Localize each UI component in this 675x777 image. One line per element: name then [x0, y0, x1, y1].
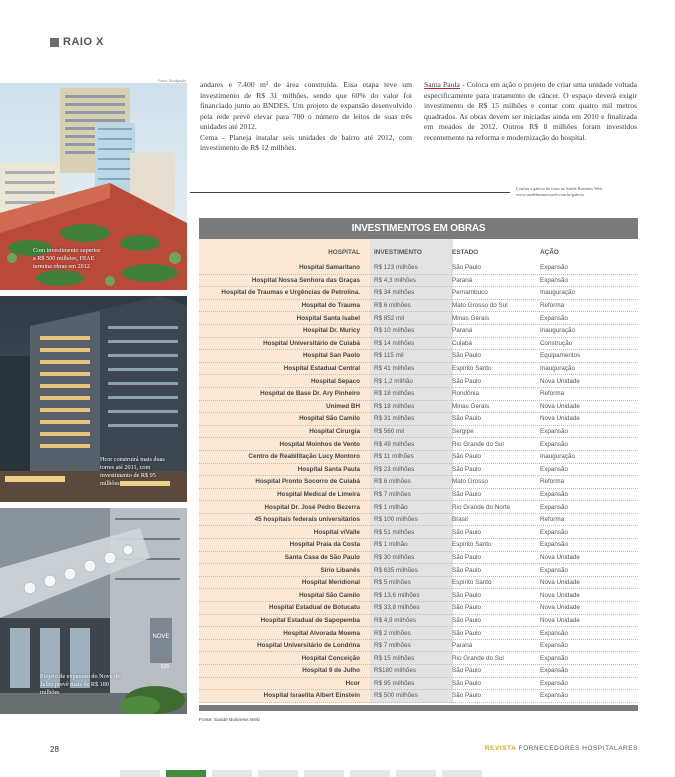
cell-hospital: Hospital San Paolo — [302, 352, 360, 360]
table-row — [199, 690, 638, 703]
cell-hospital: Hospital Conceição — [301, 654, 360, 662]
square-icon — [50, 38, 59, 47]
table-footer-bar — [199, 705, 638, 711]
cell-acao: Expansão — [540, 264, 569, 272]
cell-estado: São Paulo — [452, 490, 482, 498]
cell-hospital: Hospital Dr. Muricy — [302, 327, 360, 335]
cell-hospital: Hospital Nossa Senhora das Graças — [251, 276, 360, 284]
cell-acao: Expansão — [540, 490, 569, 498]
table-row — [199, 615, 638, 628]
cell-estado: São Paulo — [452, 465, 482, 473]
cell-investimento: R$ 4,9 milhões — [374, 616, 416, 624]
cell-investimento: R$ 115 mil — [374, 352, 404, 360]
cell-investimento: R$ 2 milhões — [374, 629, 411, 637]
ad-thumb — [304, 770, 344, 777]
ad-thumb — [212, 770, 252, 777]
cell-estado: São Paulo — [452, 352, 482, 360]
cell-investimento: R$ 13,6 milhões — [374, 591, 420, 599]
cell-hospital: Hospital de Traumas e Urgências de Petrolina. — [221, 289, 360, 297]
cell-estado: Paraná — [452, 276, 473, 284]
cell-hospital: Hospital Universitário de Cuiabá — [263, 339, 360, 347]
cell-estado: Pernambuco — [452, 289, 488, 297]
table-body — [199, 239, 638, 703]
cell-hospital: Hospital Santa Paula — [297, 465, 360, 473]
web-gallery-note: Confira a galeria de fotos no Saúde Business Web: www.saudebusinessweb.com.br/galeria — [516, 186, 603, 197]
cell-hospital: 45 hospitais federais universitários — [254, 516, 360, 524]
cell-investimento: R$ 31 milhões — [374, 415, 415, 423]
table-row — [199, 489, 638, 502]
cell-estado: Rondônia — [452, 390, 479, 398]
table-row — [199, 401, 638, 414]
cell-investimento: R$ 30 milhões — [374, 553, 415, 561]
table-row — [199, 451, 638, 464]
table-row — [199, 325, 638, 338]
divider-line — [190, 192, 510, 193]
cell-acao: Expansão — [540, 692, 569, 700]
cell-hospital: Centro de Reabilitação Lucy Montoro — [248, 453, 360, 461]
table-row — [199, 262, 638, 275]
cell-estado: São Paulo — [452, 566, 482, 574]
cell-estado: São Paulo — [452, 692, 482, 700]
cell-investimento: R$ 100 milhões — [374, 516, 418, 524]
cell-investimento: R$ 49 milhões — [374, 440, 415, 448]
cell-estado: Paraná — [452, 642, 473, 650]
cell-acao: Reforma — [540, 516, 565, 524]
cell-acao: Nova Unidade — [540, 604, 580, 612]
table-row — [199, 539, 638, 552]
cell-hospital: Hospital Israelita Albert Einstein — [263, 692, 360, 700]
table-row — [199, 552, 638, 565]
cell-acao: Inauguração — [540, 289, 576, 297]
cell-estado: Mato Grosso — [452, 478, 489, 486]
cell-investimento: R$ 500 milhões — [374, 692, 418, 700]
header-estado: ESTADO — [452, 248, 479, 256]
article-paragraph: andares e 7.400 m² de área construída. Essa etapa teve um investimento de R$ 31 milhões, sendo que 60% do valor foi financiado junto ao BNDES. Um projeto de expansão desenvolvido pela rede prevê elevar para 700 o número de leitos de suas três unidades até 2012. — [200, 80, 412, 131]
table-rows — [199, 262, 638, 703]
cell-acao: Construção — [540, 339, 573, 347]
cell-acao: Nova Unidade — [540, 591, 580, 599]
table-row — [199, 426, 638, 439]
cell-hospital: Hospital 9 de Julho — [302, 667, 360, 675]
cell-hospital: Hospital Universitário de Londrina — [257, 642, 360, 650]
cell-estado: São Paulo — [452, 629, 482, 637]
cell-estado: São Paulo — [452, 264, 482, 272]
cell-acao: Expansão — [540, 629, 569, 637]
cell-acao: Nova Unidade — [540, 616, 580, 624]
cell-investimento: R$ 10 milhões — [374, 327, 415, 335]
cell-estado: Espírito Santo — [452, 541, 492, 549]
cell-acao: Expansão — [540, 314, 569, 322]
cell-investimento: R$ 34 milhões — [374, 289, 415, 297]
cell-hospital: Hospital São Camilo — [299, 591, 360, 599]
cell-estado: Espírito Santo — [452, 365, 492, 373]
cell-estado: São Paulo — [452, 453, 482, 461]
cell-acao: Nova Unidade — [540, 402, 580, 410]
table-row — [199, 438, 638, 451]
cell-estado: São Paulo — [452, 667, 482, 675]
header-investimento: INVESTIMENTO — [374, 248, 422, 256]
cell-investimento: R$ 1 milhão — [374, 541, 408, 549]
cell-investimento: R$ 635 milhões — [374, 566, 418, 574]
cell-investimento: R$ 7 milhões — [374, 642, 411, 650]
cell-acao: Expansão — [540, 566, 569, 574]
table-row — [199, 602, 638, 615]
cell-hospital: Santa Casa de São Paulo — [284, 553, 360, 561]
table-row — [199, 640, 638, 653]
table-row — [199, 564, 638, 577]
table-row — [199, 338, 638, 351]
article-column-1 — [200, 80, 412, 154]
cell-estado: São Paulo — [452, 553, 482, 561]
cell-hospital: Sírio Libanês — [320, 566, 360, 574]
cell-acao: Inauguração — [540, 453, 576, 461]
cell-estado: São Paulo — [452, 528, 482, 536]
ad-thumb — [396, 770, 436, 777]
cell-estado: Rio Grande do Sul — [452, 440, 504, 448]
table-row — [199, 665, 638, 678]
cell-acao: Reforma — [540, 302, 565, 310]
magazine-name: REVISTA — [484, 745, 517, 752]
cell-acao: Expansão — [540, 276, 569, 284]
table-row — [199, 514, 638, 527]
cell-investimento: R$ 15 milhões — [374, 654, 415, 662]
cell-estado: Brasil — [452, 516, 468, 524]
photo-caption: Projeto de expansão do Nove de Julho prevê mais de R$ 180 milhões — [40, 673, 120, 697]
cell-investimento: R$ 5 milhões — [374, 579, 411, 587]
table-row — [199, 464, 638, 477]
cell-estado: São Paulo — [452, 604, 482, 612]
cell-acao: Reforma — [540, 390, 565, 398]
photo-caption: Com investimento superior a R$ 500 milhões, HIAE termina obras em 2012 — [33, 247, 101, 271]
cell-investimento: R$ 41 milhões — [374, 365, 415, 373]
cell-estado: Rio Grande do Norte — [452, 503, 511, 511]
cell-estado: Paraná — [452, 327, 473, 335]
table-row — [199, 375, 638, 388]
article-paragraph: Cema - Planeja instalar seis unidades de bairro até 2012, com investimento de R$ 12 milhões. — [200, 132, 412, 152]
cell-investimento: R$ 11 milhões — [374, 453, 414, 461]
santa-paula-lead: Santa Paula — [424, 80, 460, 89]
cell-investimento: R$ 18 milhões — [374, 402, 415, 410]
header-acao: AÇÃO — [540, 248, 559, 256]
cell-hospital: Hospital Medical de Limeira — [277, 490, 360, 498]
cell-hospital: Hospital Samaritano — [299, 264, 360, 272]
cell-investimento: R$ 95 milhões — [374, 679, 415, 687]
cell-investimento: R$ 4,3 milhões — [374, 276, 416, 284]
cell-investimento: R$ 1,2 milhão — [374, 377, 413, 385]
cell-acao: Expansão — [540, 667, 569, 675]
ad-thumb — [350, 770, 390, 777]
section-label: RAIO X — [63, 36, 104, 48]
cell-estado: São Paulo — [452, 616, 482, 624]
cell-hospital: Unimed BH — [326, 402, 360, 410]
cell-investimento: R$180 milhões — [374, 667, 417, 675]
cell-acao: Inauguração — [540, 327, 576, 335]
cell-acao: Expansão — [540, 440, 569, 448]
cell-hospital: Hospital Meridional — [301, 579, 360, 587]
table-row — [199, 589, 638, 602]
cell-acao: Nova Unidade — [540, 553, 580, 561]
table-row — [199, 363, 638, 376]
cell-investimento: R$ 6 milhões — [374, 478, 411, 486]
cell-investimento: R$ 23 milhões — [374, 465, 415, 473]
cell-hospital: Hospital Estadual Central — [283, 365, 360, 373]
cell-investimento: R$ 6 milhões — [374, 302, 411, 310]
table-row — [199, 652, 638, 665]
cell-acao: Expansão — [540, 528, 569, 536]
cell-investimento: R$ 14 milhões — [374, 339, 415, 347]
cell-investimento: R$ 852 mil — [374, 314, 405, 322]
cell-acao: Expansão — [540, 654, 569, 662]
cell-hospital: Hospital Pronto Socorro de Cuiabá — [255, 478, 360, 486]
cell-hospital: Hospital viValle — [313, 528, 360, 536]
cell-investimento: R$ 123 milhões — [374, 264, 418, 272]
cell-estado: São Paulo — [452, 377, 482, 385]
cell-estado: São Paulo — [452, 679, 482, 687]
cell-hospital: Hospital Santa Isabel — [296, 314, 360, 322]
cell-estado: Minas Gerais — [452, 314, 490, 322]
cell-estado: Cuiabá — [452, 339, 472, 347]
table-row — [199, 413, 638, 426]
cell-investimento: R$ 51 milhões — [374, 528, 415, 536]
table-row — [199, 312, 638, 325]
cell-investimento: R$ 33,8 milhões — [374, 604, 420, 612]
cell-hospital: Hospital São Camilo — [299, 415, 360, 423]
article-paragraph — [424, 80, 637, 143]
cell-hospital: Hospital Estadual de Botucatu — [269, 604, 360, 612]
table-row — [199, 501, 638, 514]
cell-estado: Espírito Santo — [452, 579, 492, 587]
cell-hospital: Hospital Estadual de Sapopemba — [260, 616, 360, 624]
santa-paula-text: - Coloca em ação o projeto de criar uma unidade voltada especificamente para tratamento de câncer. O espaço deverá exigir investimento de R$ 15 milhões e contar com quatro mil metros quadrados. As obras devem ser iniciadas ainda em 2010 e finalizada em meados de 2012. Outros R$ 8 milhões foram investidos recentemente na reforma e modernização do hospital. — [424, 80, 638, 142]
building-sign-text: NOVE — [152, 634, 170, 640]
cell-hospital: Hospital do Trauma — [301, 302, 360, 310]
cell-investimento: R$ 1 milhão — [374, 503, 408, 511]
page-number: 28 — [50, 745, 59, 754]
table-row — [199, 300, 638, 313]
cell-acao: Expansão — [540, 541, 569, 549]
cell-acao: Equipamentos — [540, 352, 581, 360]
building-number-text: 625 — [160, 664, 170, 670]
photo-hospital-rendering — [0, 83, 187, 290]
ad-thumb — [442, 770, 482, 777]
cell-investimento: R$ 7 milhões — [374, 490, 411, 498]
photo-caption: Hcor construirá mais duas torres até 2011, com investimento de R$ 95 milhões — [100, 456, 165, 488]
table-row — [199, 526, 638, 539]
cell-estado: Mato Grosso do Sul — [452, 302, 508, 310]
table-row — [199, 287, 638, 300]
photo-credit: Fotos: Divulgação — [158, 79, 187, 83]
section-header — [50, 36, 104, 48]
cell-hospital: Hospital de Base Dr. Ary Pinheiro — [260, 390, 360, 398]
cell-acao: Nova Unidade — [540, 415, 580, 423]
table-row — [199, 678, 638, 691]
cell-acao: Expansão — [540, 465, 569, 473]
cell-estado: São Paulo — [452, 415, 482, 423]
cell-acao: Expansão — [540, 642, 569, 650]
cell-acao: Reforma — [540, 478, 565, 486]
cell-acao: Nova Unidade — [540, 579, 580, 587]
cell-acao: Expansão — [540, 428, 569, 436]
photo-hcor-building — [0, 296, 187, 502]
table-row — [199, 476, 638, 489]
table-header-row — [199, 242, 638, 262]
cell-estado: Sergipe — [452, 428, 474, 436]
cell-hospital: Hospital Moinhos de Vento — [279, 440, 360, 448]
magazine-footer — [485, 745, 638, 752]
header-hospital: HOSPITAL — [328, 248, 360, 256]
table-row — [199, 388, 638, 401]
ad-thumb — [258, 770, 298, 777]
cell-estado: Minas Gerais — [452, 402, 490, 410]
cell-investimento: R$ 560 mil — [374, 428, 405, 436]
table-title: INVESTIMENTOS EM OBRAS — [199, 218, 638, 239]
cell-hospital: Hcor — [345, 679, 360, 687]
cell-acao: Expansão — [540, 679, 569, 687]
cell-estado: Rio Grande do Sul — [452, 654, 504, 662]
table-row — [199, 627, 638, 640]
cell-hospital: Hospital Alvorada Moema — [283, 629, 360, 637]
cell-investimento: R$ 18 milhões — [374, 390, 415, 398]
ad-thumb — [120, 770, 160, 777]
table-row — [199, 577, 638, 590]
table-row — [199, 275, 638, 288]
cell-estado: São Paulo — [452, 591, 482, 599]
article-column-2 — [424, 80, 637, 143]
cell-acao: Expansão — [540, 503, 569, 511]
magazine-subtitle: FORNECEDORES HOSPITALARES — [518, 745, 638, 752]
investments-table — [199, 218, 638, 711]
ad-thumb — [166, 770, 206, 777]
bottom-ad-strip — [120, 770, 640, 777]
cell-hospital: Hospital Cirurgia — [309, 428, 360, 436]
cell-hospital: Hospital Praia da Costa — [289, 541, 360, 549]
cell-acao: Inauguração — [540, 365, 576, 373]
table-source: Fonte: Saúde Business Web — [199, 718, 260, 723]
cell-hospital: Hospital Sepaco — [311, 377, 360, 385]
cell-acao: Nova Unidade — [540, 377, 580, 385]
cell-hospital: Hospital Dr. José Pedro Bezerra — [264, 503, 360, 511]
photo-nove-de-julho — [0, 508, 187, 714]
table-row — [199, 350, 638, 363]
